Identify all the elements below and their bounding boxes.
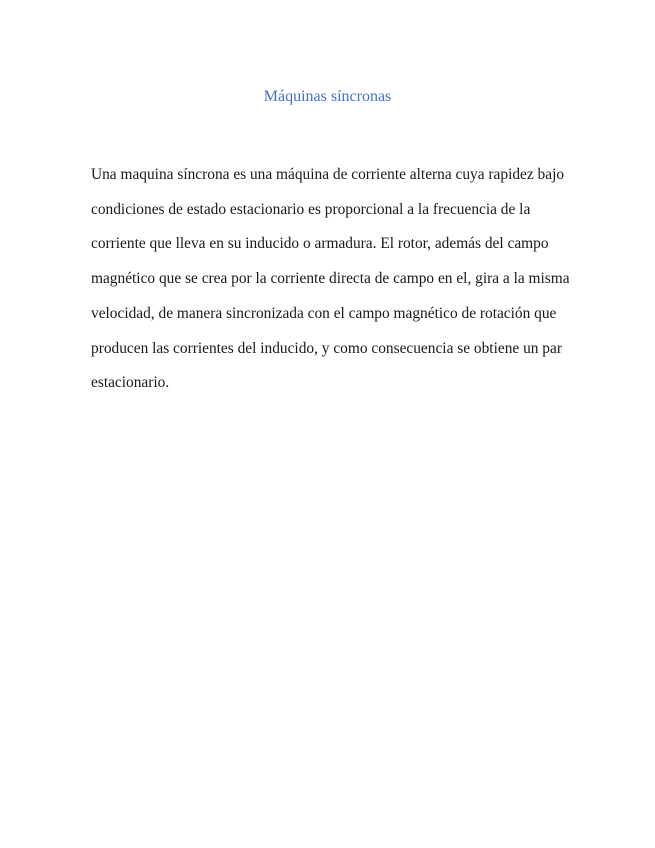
paragraph-line: producen las corrientes del inducido, y como consecuencia se obtiene un par xyxy=(91,339,562,357)
body-paragraph xyxy=(91,158,569,401)
document-title: Máquinas síncronas xyxy=(263,88,392,105)
paragraph-line: corriente que lleva en su inducido o armadura. El rotor, además del campo xyxy=(91,235,549,253)
paragraph-line: velocidad, de manera sincronizada con el campo magnético de rotación que xyxy=(91,304,557,322)
paragraph-line: magnético que se crea por la corriente directa de campo en el, gira a la misma xyxy=(91,270,570,288)
paragraph-line: condiciones de estado estacionario es proporcional a la frecuencia de la xyxy=(91,200,531,218)
paragraph-line: estacionario. xyxy=(91,374,170,392)
paragraph-line: Una maquina síncrona es una máquina de corriente alterna cuya rapidez bajo xyxy=(91,166,565,183)
